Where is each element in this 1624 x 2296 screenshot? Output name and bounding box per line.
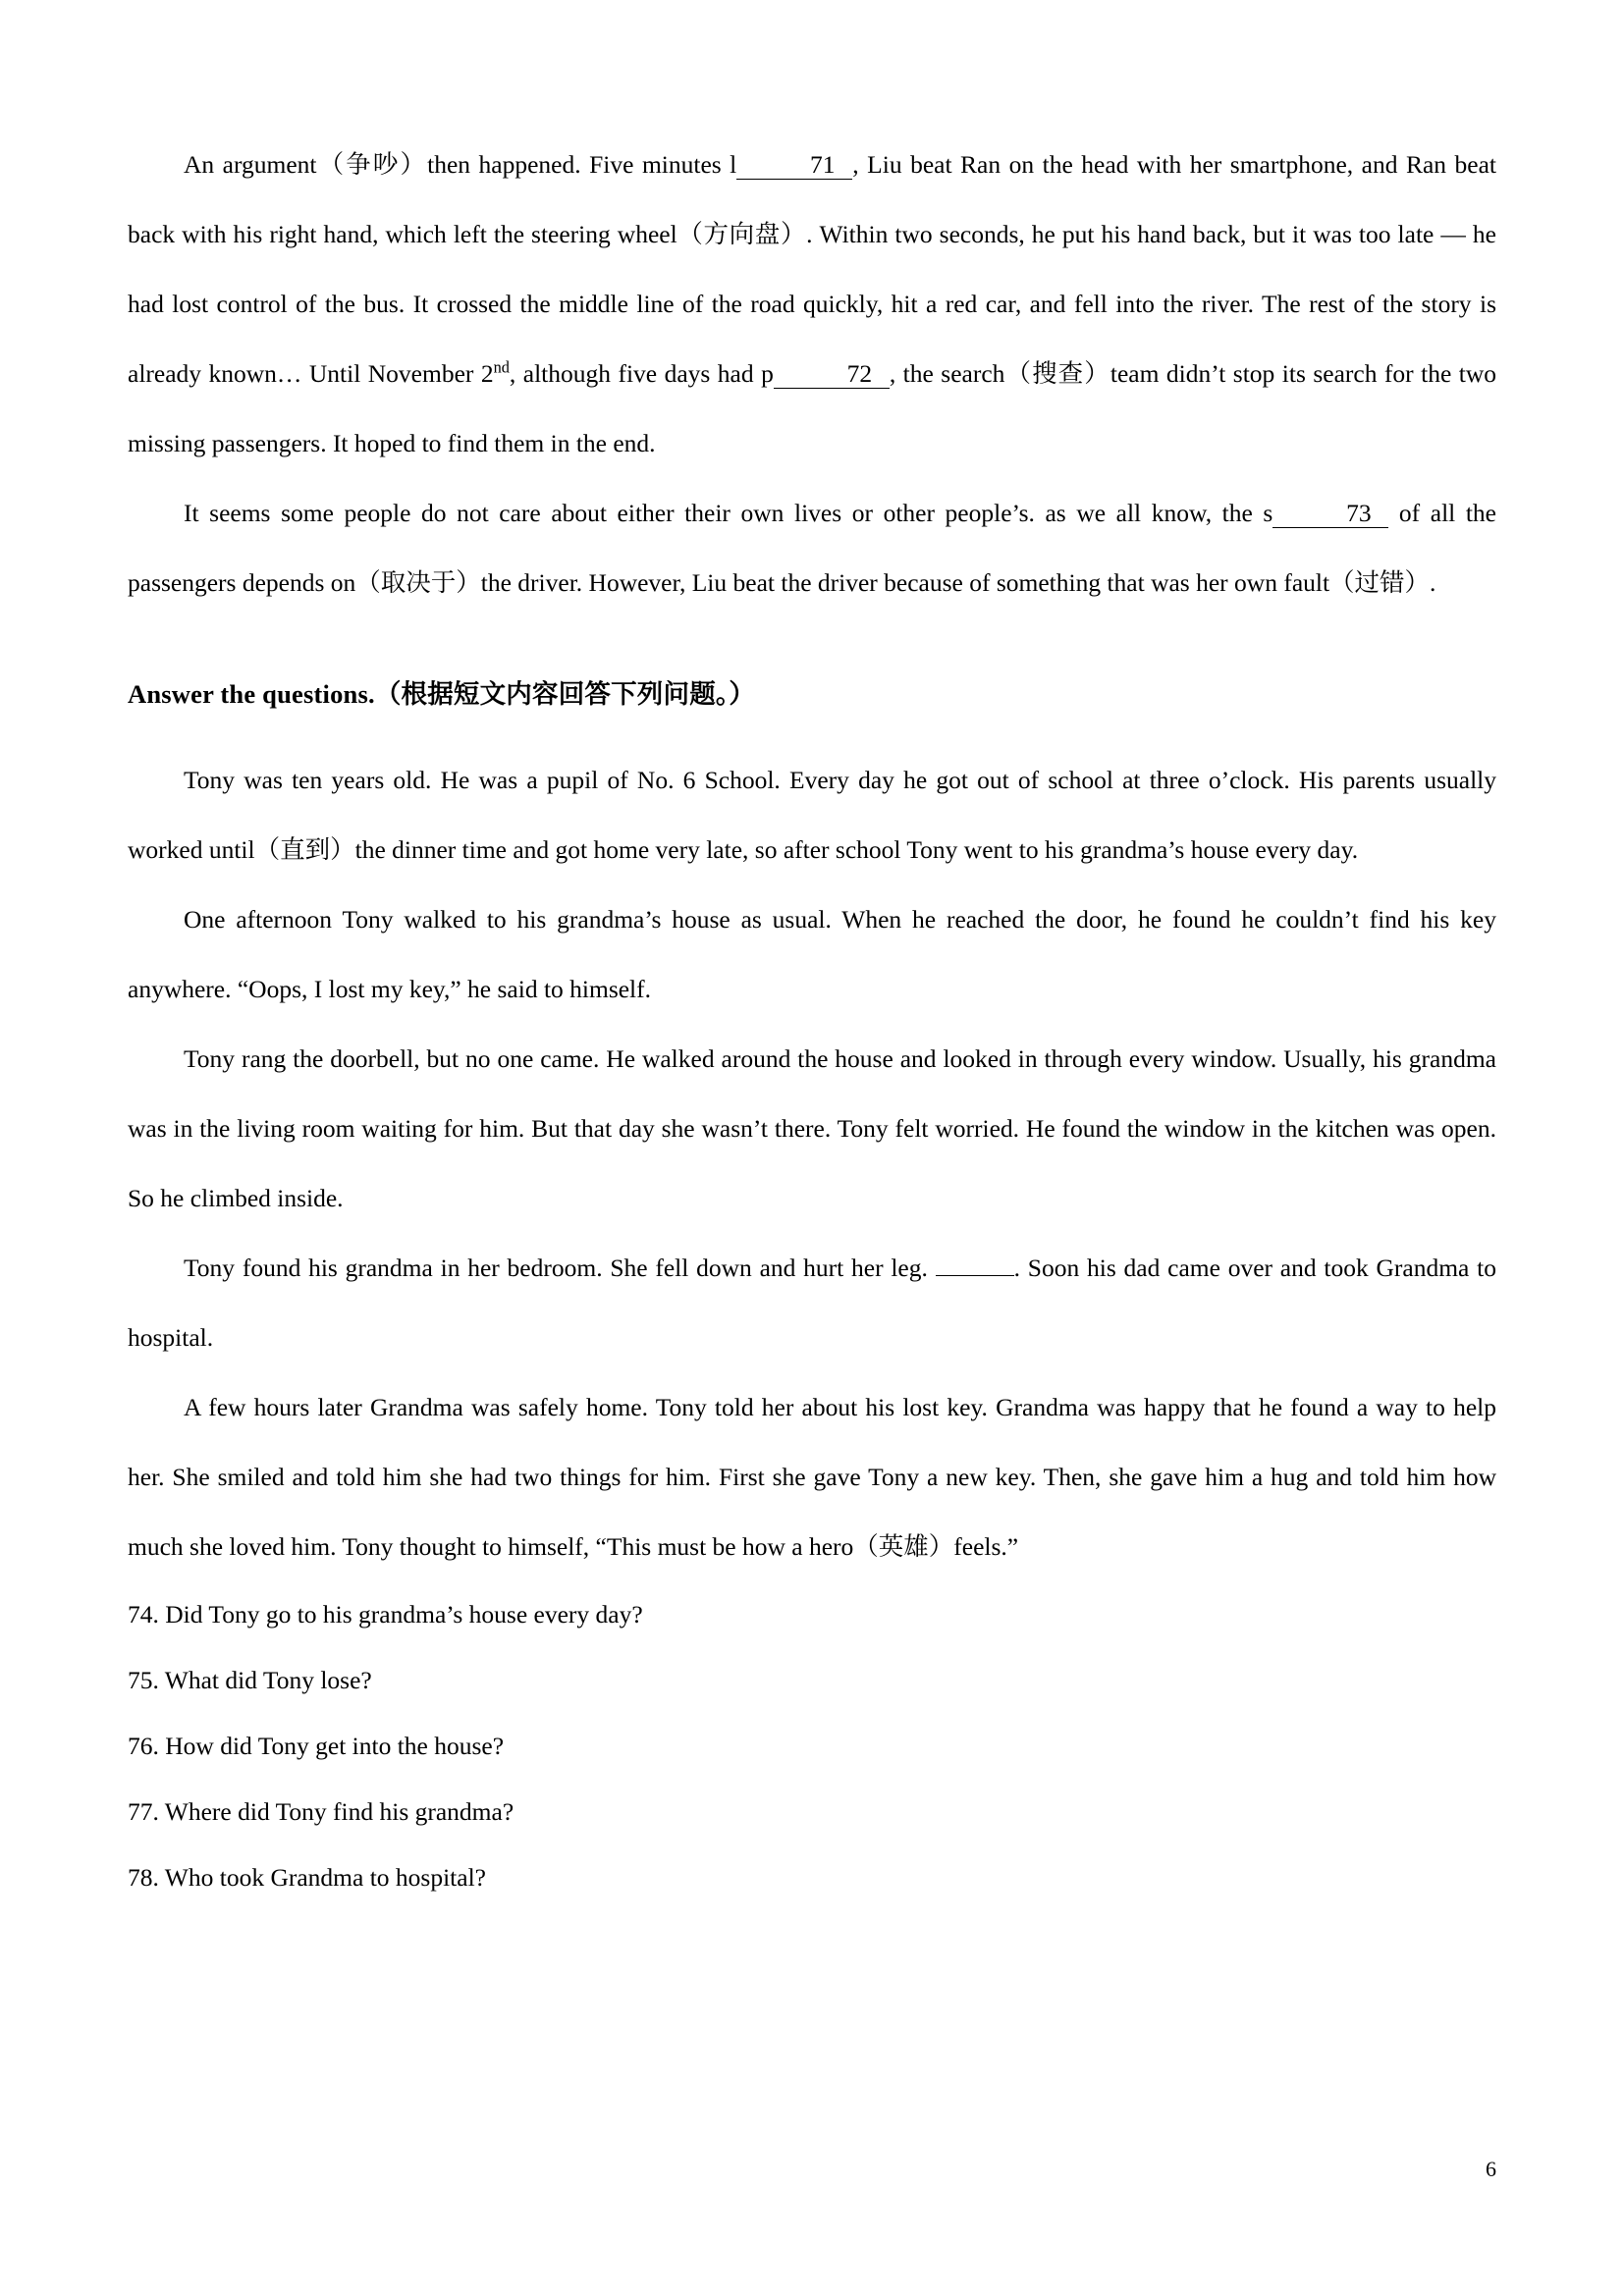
- text-run: Tony found his grandma in her bedroom. She fell down and hurt her leg.: [184, 1254, 936, 1282]
- question-number: 75.: [128, 1666, 159, 1694]
- question-number: 74.: [128, 1600, 159, 1629]
- section-heading-chinese: （根据短文内容回答下列问题。）: [374, 679, 756, 709]
- paragraph-tony-3: Tony rang the doorbell, but no one came. He walked around the house and looked in through every window. Usually, his grandma was in the living room waiting for him. But that day she wasn’t there. Tony felt worried. He found the window in the kitchen was open. So he climbed inside.: [128, 1044, 1496, 1212]
- question-text: Did Tony go to his grandma’s house every day?: [165, 1600, 643, 1629]
- paragraph-tony-4: [128, 1233, 1496, 1372]
- section-heading: [128, 639, 1496, 723]
- ordinal-suffix: nd: [493, 357, 510, 377]
- text-run: , Liu beat Ran on the head with her smartphone, and Ran beat back with his right hand, which left the steering wheel（方向盘）. Within two seconds, he put his hand back, but it was too late — he had lost control of the bus. It crossed the middle line of the road quickly, hit a red car, and fell into the river. The rest of the story is already known… Until November 2: [128, 150, 1497, 388]
- question-text: What did Tony lose?: [164, 1666, 372, 1694]
- question-number: 77.: [128, 1797, 159, 1826]
- paragraph-tony-5: A few hours later Grandma was safely home. Tony told her about his lost key. Grandma was happy that he found a way to help her. She smiled and told him she had two things for him. First she gave Tony a new key. Then, she gave him a hug and told him how much she loved him. Tony thought to himself, “This must be how a hero（英雄）feels.”: [128, 1393, 1496, 1561]
- text-run: of all the passengers depends on（取决于）the driver. However, Liu beat the driver because of something that was her own fault（过错）.: [128, 499, 1496, 597]
- page-number: 6: [1486, 2157, 1496, 2181]
- text-run: An argument（争吵）then happened. Five minutes l: [184, 150, 737, 179]
- question-text: Who took Grandma to hospital?: [164, 1863, 486, 1892]
- question-76: [128, 1713, 1496, 1779]
- question-75: [128, 1647, 1496, 1713]
- heading-spacer: [128, 723, 1496, 745]
- text-run: It seems some people do not care about either their own lives or other people’s. as we all know, the s: [184, 499, 1273, 527]
- question-text: How did Tony get into the house?: [165, 1732, 505, 1760]
- fill-blank-71[interactable]: 71: [736, 152, 852, 180]
- question-number: 76.: [128, 1732, 159, 1760]
- paragraph-tony-1: Tony was ten years old. He was a pupil of No. 6 School. Every day he got out of school at three o’clock. His parents usually worked until（直到）the dinner time and got home very late, so after school Tony went to his grandma’s house every day.: [128, 766, 1496, 864]
- question-74: [128, 1581, 1496, 1647]
- fill-blank-73[interactable]: 73: [1272, 501, 1388, 528]
- fill-blank-72[interactable]: 72: [774, 361, 890, 389]
- paragraph-argument: [128, 130, 1496, 478]
- section-heading-english: Answer the questions.: [128, 679, 375, 709]
- paragraph-it-seems: [128, 478, 1496, 617]
- paragraph-tony-2: One afternoon Tony walked to his grandma’s house as usual. When he reached the door, he found he couldn’t find his key anywhere. “Oops, I lost my key,” he said to himself.: [128, 905, 1496, 1003]
- question-text: Where did Tony find his grandma?: [164, 1797, 514, 1826]
- text-run: , the search（搜查）team didn’t stop its search for the two missing passengers. It hoped to find them in the end.: [128, 359, 1496, 457]
- question-78: [128, 1844, 1496, 1910]
- text-run: , although five days had p: [509, 359, 774, 388]
- fill-blank-empty[interactable]: [936, 1275, 1014, 1276]
- section-spacer: [128, 617, 1496, 639]
- text-run: . Soon his dad came over and took Grandma to hospital.: [128, 1254, 1496, 1352]
- question-77: [128, 1779, 1496, 1844]
- question-number: 78.: [128, 1863, 159, 1892]
